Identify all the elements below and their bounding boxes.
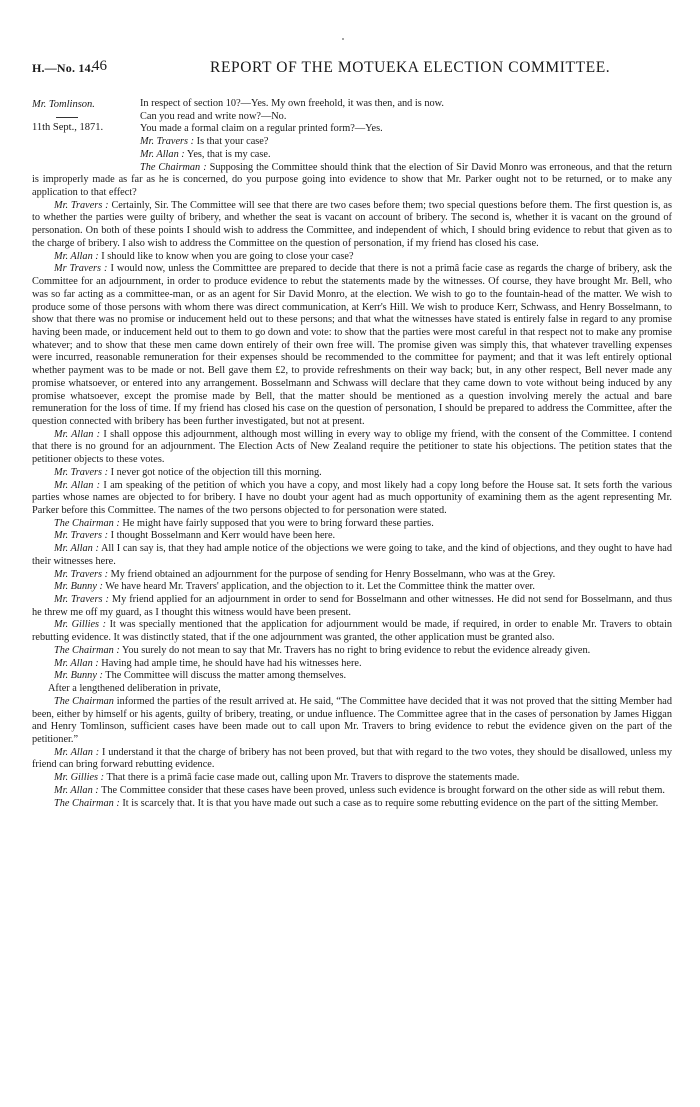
paragraph-text: I thought Bosselmann and Kerr would have been here. — [110, 530, 336, 542]
paragraph-10 — [32, 429, 672, 467]
speaker-name: Mr. Allan : — [54, 784, 99, 796]
paragraph-8 — [32, 251, 672, 264]
page-header — [32, 58, 672, 78]
paragraph-text: All I can say is, that they had ample notice of the objections we were going to take, and the kind of objections, and they ought to have had their witnesses here. — [32, 543, 673, 567]
paragraph-22 — [32, 670, 672, 683]
speaker-name: Mr Travers : — [54, 263, 108, 275]
speaker-name: Mr. Allan : — [54, 479, 101, 491]
speaker-name: Mr. Gillies : — [54, 772, 105, 784]
speaker-name: Mr. Travers : — [54, 594, 109, 606]
margin-witness: Mr. Tomlinson. — [32, 99, 95, 110]
paragraph-13 — [32, 518, 672, 531]
paragraph-25 — [32, 747, 672, 772]
paragraph-20 — [32, 645, 672, 658]
paragraph-text: Having had ample time, he should have had his witnesses here. — [101, 657, 362, 669]
speaker-name: Mr. Allan : — [54, 543, 99, 555]
paragraph-5 — [32, 149, 672, 162]
paragraph-text: I should like to know when you are going to close your case? — [101, 250, 354, 262]
minutes-body — [32, 98, 672, 810]
speaker-name: Mr. Allan : — [54, 746, 100, 758]
paragraph-text: I am speaking of the petition of which you have a copy, and most likely had a copy long before the House sat. It sets forth the various parties whose names are objected to for bribery. I have no doubt your agent had as much opportunity of examining them as the agent representing Mr. Parker before this Committee. The names of the two persons objected to for personation were stated. — [32, 479, 673, 516]
paragraph-text: I understand it that the charge of bribery has not been proved, but that with regard to the two votes, they should be disallowed, unless my friend can bring forward rebutting evidence. — [32, 746, 673, 771]
speaker-name: Mr. Allan : — [54, 428, 101, 440]
page-number: 46 — [92, 58, 107, 74]
paragraph-12 — [32, 480, 672, 518]
paragraph-21 — [32, 658, 672, 671]
paragraph-2 — [32, 111, 672, 124]
paragraph-18 — [32, 594, 672, 619]
paragraph-text: Supposing the Committee should think that the election of Sir David Monro was erroneous, and that the return is improperly made as far as he is concerned, do you purpose going into evidence to show that Mr. Parker ought not to be returned, or to make any application to that effect? — [32, 161, 672, 199]
paragraph-text: In respect of section 10?—Yes. My own freehold, it was then, and is now. — [140, 98, 444, 109]
paragraph-text: The Committee consider that these cases have been proved, unless such evidence is brought forward on the other side as will rebut them. — [101, 784, 665, 796]
paragraph-7 — [32, 200, 672, 251]
speaker-name: The Chairman : — [140, 161, 207, 173]
paragraph-text: My friend applied for an adjournment in order to send for Bosselmann and other witnesses. He did not send for Bosselmann, and thus he threw me off my guard, as I thought this witness would have been present. — [32, 594, 672, 618]
paragraph-text: I shall oppose this adjournment, although most willing in every way to oblige my friend, with the consent of the Committee. I contend that there is no ground for an adjournment. The Election Acts of New Zealand require the petitioner to state his objections. The petition states that the petitioner objects to these votes. — [32, 428, 673, 466]
speaker-name: The Chairman : — [54, 644, 120, 656]
margin-date: 11th Sept., 1871. — [32, 122, 104, 133]
speaker-name: Mr. Travers : — [54, 568, 109, 580]
paragraph-text: I would now, unless the Committtee are prepared to decide that there is not a primâ facie case as regards the charge of bribery, ask the Committee for an adjournment, in order to produce evidence to rebut the statements made by the witnesses. Of course, they have brought Mr. Bell, who was so far acting as a committee-man, or as an agent for Sir David Monro, at the election. We wish to go to the fountain-head of the matter. We wish to produce some of those persons with whom there was direct communication, at Kerr's Hill. We wish to produce Kerr, Schwass, and Henry Bosselmann, to show that there was no promise or inducement held out to these persons; and that what the witnesses have stated is entirely false in regard to any promise having been made, or inducement held out to them to go down and vote: to show that the parties were most careful in that respect not to make any promise whatever; and to show that these men came down entirely of their own free will. The promise given was simply this, that whatever travelling expenses were incurred, reasonable remuneration for their expenses should be recommended to the committee for payment; and that it was left entirely optional whether payment was to be made or not. Bell gave them £2, to provide refreshments on their way back; but, in any other respect, Bell never made any promise whatsoever, or entered into any arrangement. Bosselmann and Schwass will declare that they came down to vote without being induced by any promise whatsoever, except the promise made by Bell, that the matter should be mentioned as a question involving merely the actual and bare remuneration for the loss of time. If my friend has closed his case on the question of personation, I should be prepared to address the Committee, after the question connected with bribery has been further investigated, but not at present. — [32, 263, 672, 427]
paragraph-17 — [32, 581, 672, 594]
speaker-name: Mr. Travers : — [54, 466, 109, 478]
paragraph-text: Can you read and write now?—No. — [140, 110, 287, 122]
paragraph-19 — [32, 619, 672, 644]
paragraph-text: It was specially mentioned that the application for adjournment would be made, if required, in order to enable Mr. Travers to obtain rebutting evidence. It was distinctly stated, that if the one adjournment was granted, the other application must be granted also. — [32, 619, 673, 644]
paragraph-28 — [32, 798, 672, 811]
paragraph-text: The Committee will discuss the matter among themselves. — [105, 670, 347, 682]
paragraph-15 — [32, 543, 672, 568]
paragraph-text: Certainly, Sir. The Committee will see that there are two cases before them; two special questions before them. The first question is, as to whether the parties were guilty of bribery, and whether the seat is vacant on account of bribery. The second is, whether it is vacant on the ground of personation. On both of these points I should wish to address the Committee, and independent of which, I should bring evidence to rebut that given as to the charge of bribery. I also wish to address the Committee on the question of personation, if my friend has closed his case. — [32, 199, 672, 249]
paragraph-23 — [32, 683, 672, 696]
paragraph-text: It is scarcely that. It is that you have made out such a case as to require some rebutting evidence on the part of the sitting Member. — [122, 797, 659, 809]
paragraph-9 — [32, 263, 672, 428]
paragraph-text: I never got notice of the objection till this morning. — [110, 466, 322, 478]
speaker-name: Mr. Bunny : — [54, 670, 103, 682]
paragraph-text: Is that your case? — [196, 136, 269, 148]
paragraph-3 — [32, 123, 672, 136]
paragraph-text: informed the parties of the result arrived at. He said, “The Committee have decided that it was not proved that the sitting Member had been, either by himself or his agents, guilty of bribery, treating, or undue influence. The Committee agree that in the cases of personation by James Higgan and Henry Tomlinson, sufficient cases have been made out to call upon Mr. Travers to bring evidence to rebut the evidence given on the part of the petitioner.” — [32, 695, 672, 745]
paragraph-14 — [32, 530, 672, 543]
paragraph-1 — [32, 98, 672, 111]
paragraph-16 — [32, 569, 672, 582]
speaker-name: The Chairman : — [54, 517, 120, 529]
paragraph-text: Yes, that is my case. — [186, 148, 271, 160]
speaker-name: The Chairman : — [54, 797, 120, 809]
paragraph-text: You made a formal claim on a regular printed form?—Yes. — [140, 123, 383, 135]
paragraph-11 — [32, 467, 672, 480]
paragraph-27 — [32, 785, 672, 798]
paragraph-text: After a lengthened deliberation in private, — [48, 683, 221, 695]
paper-reference: H.—No. 14. — [32, 61, 94, 75]
speaker-name: Mr. Gillies : — [54, 619, 107, 631]
ink-spot — [342, 38, 344, 40]
speaker-name: Mr. Travers : — [140, 136, 195, 148]
paragraph-text: You surely do not mean to say that Mr. Travers has no right to bring evidence to rebut the evidence already given. — [122, 644, 591, 656]
speaker-name: Mr. Travers : — [54, 530, 109, 542]
paragraph-4 — [32, 136, 672, 149]
paragraph-text: That there is a primâ facie case made out, calling upon Mr. Travers to disprove the statements made. — [106, 772, 520, 784]
paragraph-26 — [32, 772, 672, 785]
paragraph-6 — [32, 162, 672, 200]
paragraph-text: We have heard Mr. Travers' application, and the objection to it. Let the Committee think the matter over. — [105, 581, 535, 593]
paragraph-24 — [32, 696, 672, 747]
speaker-name: Mr. Allan : — [54, 657, 99, 669]
speaker-name: The Chairman — [54, 695, 114, 707]
speaker-name: Mr. Allan : — [140, 148, 185, 160]
page-title: REPORT OF THE MOTUEKA ELECTION COMMITTEE. — [210, 59, 611, 76]
paragraph-text: He might have fairly supposed that you were to bring forward these parties. — [122, 517, 434, 529]
speaker-name: Mr. Bunny : — [54, 581, 103, 593]
speaker-name: Mr. Allan : — [54, 250, 99, 262]
speaker-name: Mr. Travers : — [54, 199, 109, 211]
paragraph-text: My friend obtained an adjournment for the purpose of sending for Henry Bosselmann, who was at the Grey. — [110, 568, 556, 580]
